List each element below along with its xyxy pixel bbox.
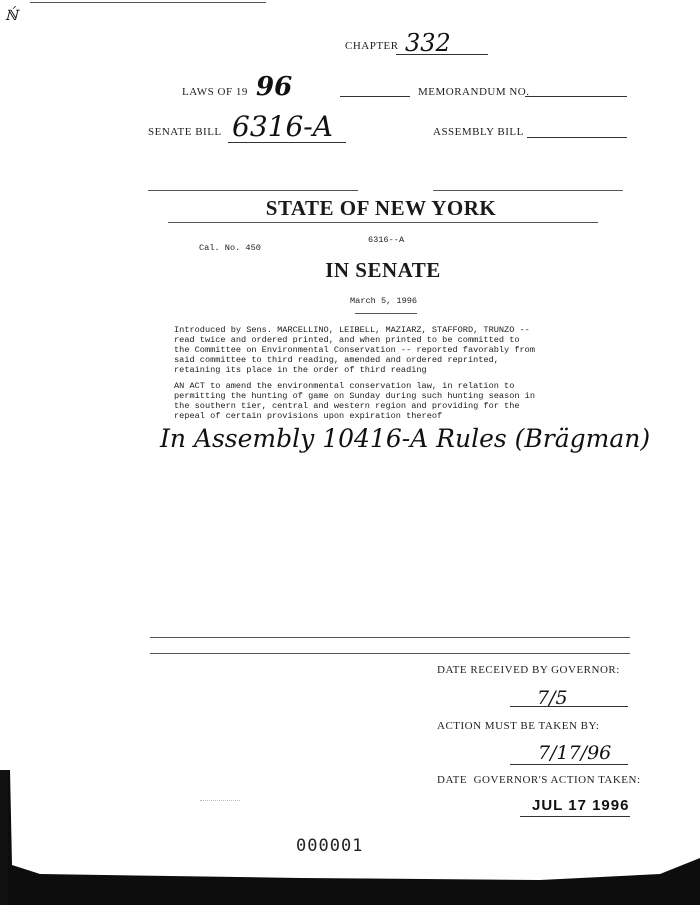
intro-line: Introduced by Sens. MARCELLINO, LEIBELL, MAZIARZ, STAFFORD, TRUNZO -- — [174, 325, 530, 335]
assembly-bill-label: ASSEMBLY BILL — [433, 126, 524, 138]
action-by-label: ACTION MUST BE TAKEN BY: — [437, 720, 600, 732]
assembly-note: In Assembly 10416-A Rules (Brägman) — [160, 424, 651, 453]
scan-edge — [0, 770, 700, 905]
corner-initials: ℕ́ — [5, 8, 18, 24]
bill-date: March 5, 1996 — [350, 296, 418, 306]
memorandum-label: MEMORANDUM NO. — [418, 86, 530, 98]
act-line: permitting the hunting of game on Sunday during such hunting season in — [174, 391, 535, 401]
intro-line: read twice and ordered printed, and when printed to be committed to — [174, 335, 520, 345]
action-by-value: 7/17/96 — [538, 742, 612, 764]
chapter-underline — [396, 54, 488, 55]
house-title: IN SENATE — [325, 258, 441, 282]
bill-number: 6316--A — [368, 235, 405, 245]
state-title-rule — [168, 222, 598, 223]
scan-edge-left — [0, 770, 8, 905]
assembly-bill-underline — [527, 137, 627, 138]
date-received-underline — [510, 706, 628, 707]
memorandum-underline — [525, 96, 627, 97]
cal-number: Cal. No. 450 — [199, 243, 261, 253]
action-by-underline — [510, 764, 628, 765]
act-paragraph — [174, 381, 535, 421]
laws-label: LAWS OF 19 — [182, 86, 248, 98]
date-received-value: 7/5 — [537, 687, 568, 709]
upper-rule-right — [433, 190, 623, 191]
upper-rule-left — [148, 190, 358, 191]
act-line: repeal of certain provisions upon expiration thereof — [174, 411, 443, 421]
top-rule — [30, 2, 266, 3]
senate-bill-value: 6316-A — [232, 110, 333, 143]
intro-line: retaining its place in the order of third reading — [174, 365, 427, 375]
lower-rule-2 — [150, 653, 630, 654]
date-rule — [355, 313, 417, 314]
senate-bill-underline — [228, 142, 346, 143]
intro-paragraph — [174, 325, 535, 375]
intro-line: said committee to third reading, amended and ordered reprinted, — [174, 355, 499, 365]
lower-rule-1 — [150, 637, 630, 638]
intro-line: the Committee on Environmental Conservation -- reported favorably from — [174, 345, 535, 355]
state-title: STATE OF NEW YORK — [265, 196, 497, 220]
laws-value: 96 — [256, 72, 293, 102]
chapter-value: 332 — [405, 29, 451, 57]
chapter-label: CHAPTER — [345, 40, 399, 52]
page-number: 000001 — [296, 836, 364, 856]
laws-extra-line — [340, 96, 410, 97]
act-line: AN ACT to amend the environmental conservation law, in relation to — [174, 381, 515, 391]
senate-bill-label: SENATE BILL — [148, 126, 222, 138]
act-line: the southern tier, central and western region and providing for the — [174, 401, 520, 411]
scan-edge-shadow — [0, 770, 700, 905]
date-received-label: DATE RECEIVED BY GOVERNOR: — [437, 664, 620, 676]
action-taken-stamp: JUL 17 1996 — [532, 797, 630, 814]
action-taken-label: DATE GOVERNOR'S ACTION TAKEN: — [437, 774, 641, 786]
